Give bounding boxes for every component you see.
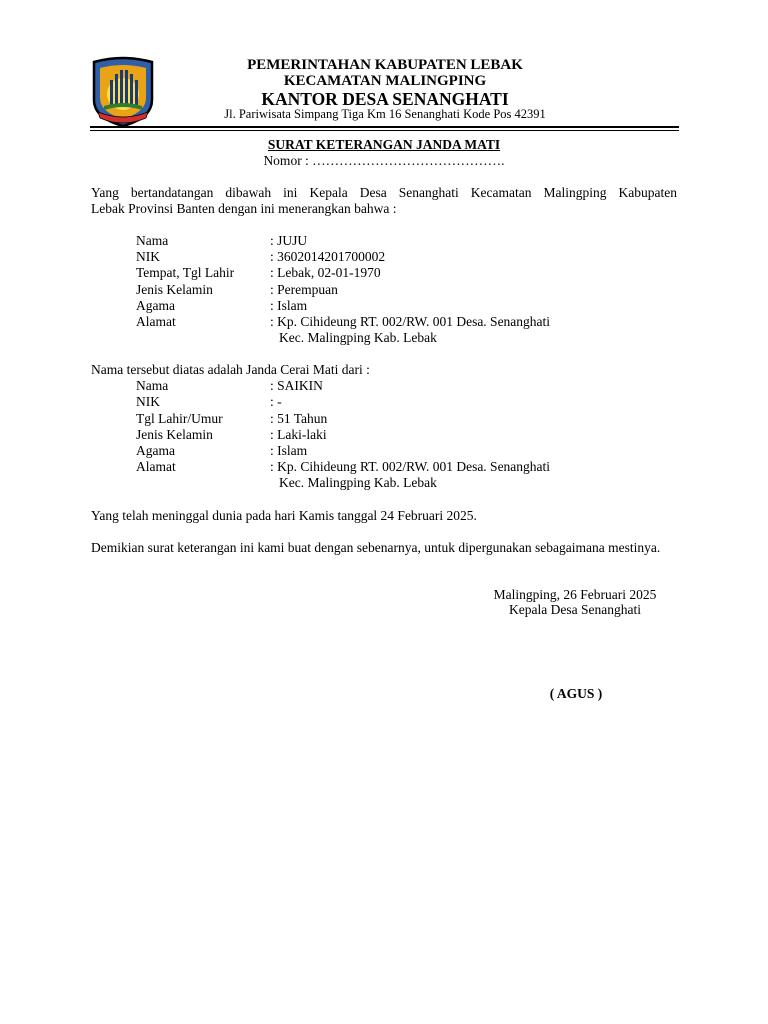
header-address: Jl. Pariwisata Simpang Tiga Km 16 Senanghati Kode Pos 42391 [224,107,546,121]
field-value: : Perempuan [270,282,338,297]
field-value: : Laki-laki [270,427,327,442]
field-value: : JUJU [270,233,308,248]
field-label: NIK [136,249,160,264]
header-divider-thin [90,130,679,131]
field-value: : Lebak, 02-01-1970 [270,265,381,280]
field-value: : 51 Tahun [270,411,328,426]
field-label: Nama [136,378,169,393]
signature-place-date: Malingping, 26 Februari 2025 [493,587,657,602]
header-divider [90,126,679,128]
field-value: : 3602014201700002 [270,249,386,264]
field-value: : Kp. Cihideung RT. 002/RW. 001 Desa. Senanghati [270,314,551,329]
field-label: Jenis Kelamin [136,427,213,442]
letter-title: SURAT KETERANGAN JANDA MATI [267,137,501,152]
field-value: : Kp. Cihideung RT. 002/RW. 001 Desa. Senanghati [270,459,551,474]
signature-name: ( AGUS ) [549,686,603,701]
field-value: : Islam [270,443,308,458]
intro-paragraph [91,185,677,218]
intro-line-2: Lebak Provinsi Banten dengan ini menerangkan bahwa : [91,201,397,217]
subject-address-continued: Kec. Malingping Kab. Lebak [279,330,437,345]
field-value: : Islam [270,298,308,313]
field-label: Alamat [136,314,176,329]
death-statement: Yang telah meninggal dunia pada hari Kamis tanggal 24 Februari 2025. [91,508,477,523]
field-value: : - [270,394,282,409]
spouse-intro: Nama tersebut diatas adalah Janda Cerai Mati dari : [91,362,370,377]
field-label: Jenis Kelamin [136,282,213,297]
field-label: Agama [136,298,175,313]
field-label: Alamat [136,459,176,474]
header-office: KANTOR DESA SENANGHATI [261,89,509,109]
field-label: Tempat, Tgl Lahir [136,265,235,280]
field-value: : SAIKIN [270,378,323,393]
closing-paragraph: Demikian surat keterangan ini kami buat dengan sebenarnya, untuk dipergunakan sebagaimana mestinya. [91,540,661,555]
header-government: PEMERINTAHAN KABUPATEN LEBAK [247,57,523,73]
letter-number: Nomor : ……………………………………. [263,153,505,168]
intro-line-1: Yang bertandatangan dibawah ini Kepala Desa Senanghati Kecamatan Malingping Kabupaten [91,185,677,200]
kabupaten-lebak-emblem-icon [90,56,156,128]
field-label: Agama [136,443,175,458]
field-label: Tgl Lahir/Umur [136,411,223,426]
header-district: KECAMATAN MALINGPING [283,73,487,89]
signature-title: Kepala Desa Senanghati [509,602,641,617]
field-label: Nama [136,233,169,248]
field-label: NIK [136,394,160,409]
spouse-address-continued: Kec. Malingping Kab. Lebak [279,475,437,490]
